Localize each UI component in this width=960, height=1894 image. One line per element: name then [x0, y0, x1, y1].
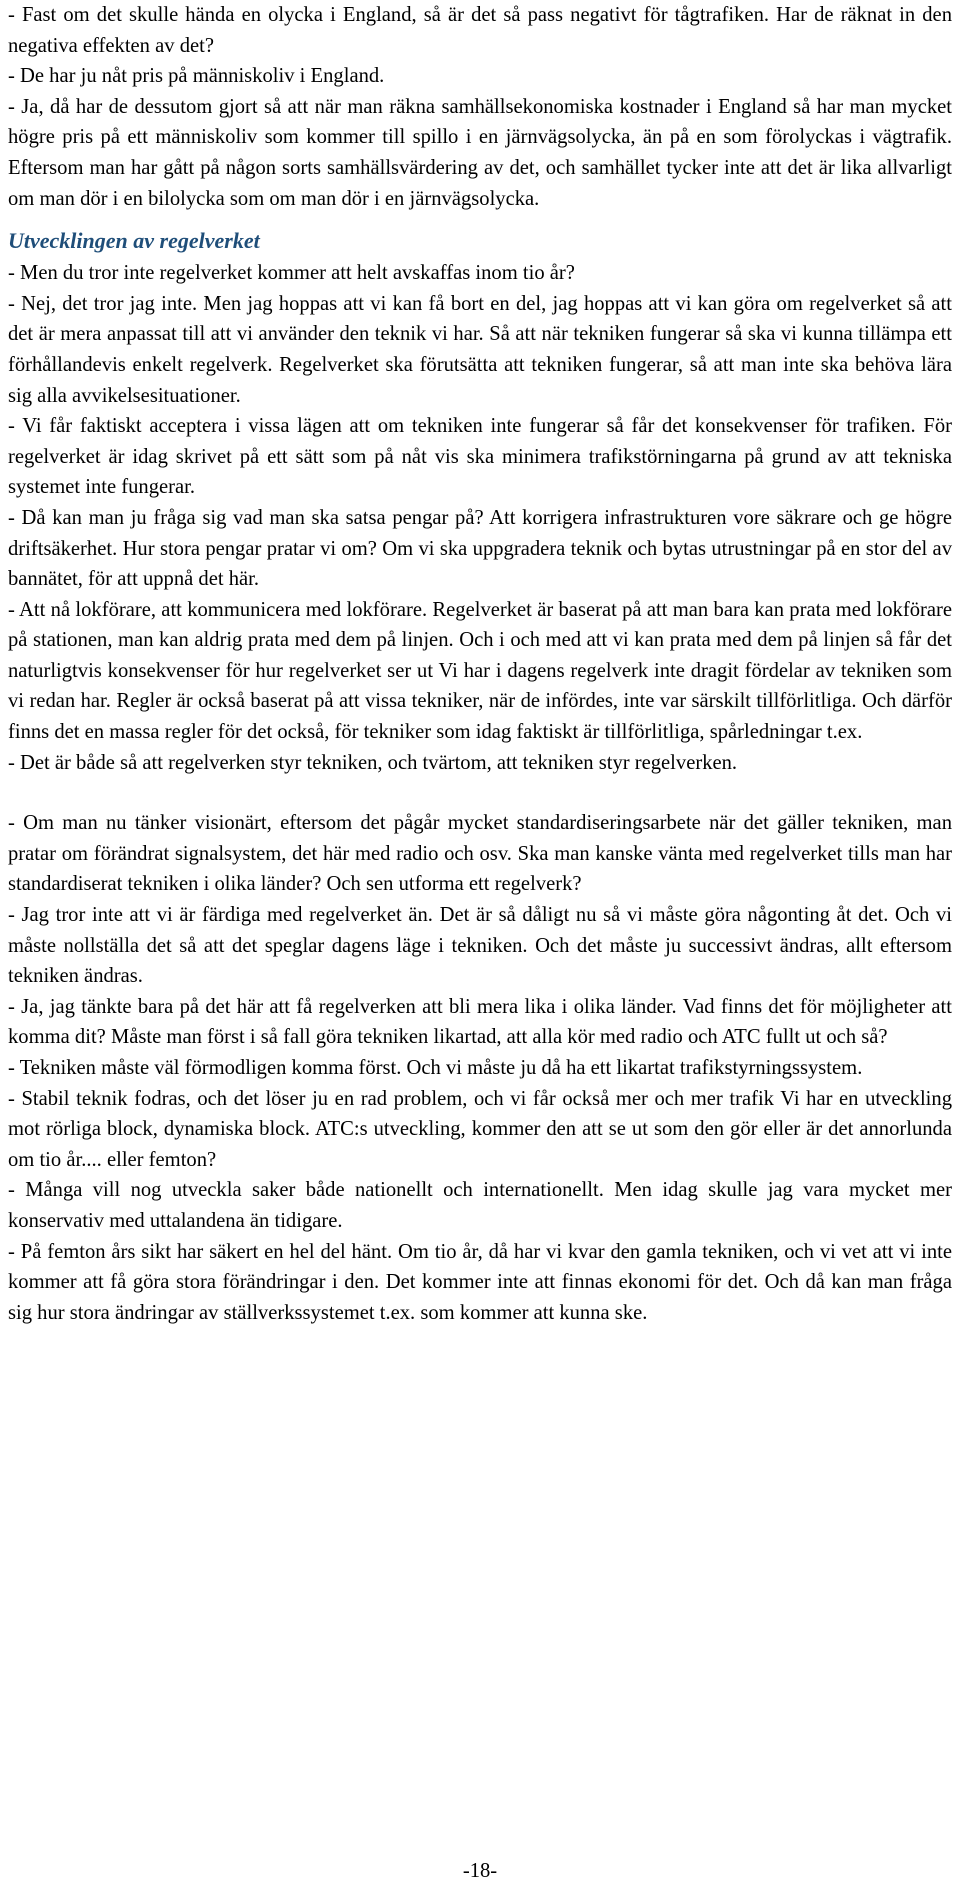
body-paragraph: - De har ju nåt pris på människoliv i England.	[8, 65, 385, 88]
body-paragraph: - Många vill nog utveckla saker både nationellt och internationellt. Men idag skulle jag vara mycket mer konservativ med uttalandena än tidigare.	[8, 1179, 952, 1232]
page-number: -18-	[462, 1860, 498, 1882]
paragraph-spacer	[8, 778, 952, 808]
document-page	[8, 0, 952, 1328]
body-paragraph: - Då kan man ju fråga sig vad man ska satsa pengar på? Att korrigera infrastrukturen vore säkrare och ge högre driftsäkerhet. Hur stora pengar pratar vi om? Om vi ska uppgradera teknik och bytas utrustningar på en stor del av bannätet, för att uppnå det här.	[8, 506, 952, 591]
body-paragraph: - Stabil teknik fodras, och det löser ju en rad problem, och vi får också mer och mer trafik Vi har en utveckling mot rörliga block, dynamiska block. ATC:s utveckling, kommer den att se ut som den gör eller är det annorlunda om tio år.... eller femton?	[8, 1087, 952, 1171]
body-paragraph: - På femton års sikt har säkert en hel del hänt. Om tio år, då har vi kvar den gamla tekniken, och vi vet att vi inte kommer att få göra stora förändringar i den. Det kommer inte att finnas ekonomi för det. Och då kan man fråga sig hur stora ändringar av ställverkssystemet t.ex. som kommer att kunna ske.	[8, 1240, 952, 1324]
body-paragraph: - Ja, jag tänkte bara på det här att få regelverken att bli mera lika i olika länder. Vad finns det för möjligheter att komma dit? Måste man först i så fall göra tekniken likartad, att alla kör med radio och ATC fullt ut och så?	[8, 995, 952, 1049]
body-paragraph: - Det är både så att regelverken styr tekniken, och tvärtom, att tekniken styr regelverken.	[8, 751, 738, 774]
body-paragraph: - Nej, det tror jag inte. Men jag hoppas att vi kan få bort en del, jag hoppas att vi kan göra om regelverket så att det är mera anpassat till att vi använder den teknik vi har. Så att när tekniken fungerar så ska vi kunna tillämpa ett förhållandevis enkelt regelverk. Regelverket ska förutsätta att tekniken fungerar, så att man inte ska behöva lära sig alla avvikelsesituationer.	[8, 292, 952, 407]
body-paragraph: - Tekniken måste väl förmodligen komma först. Och vi måste ju då ha ett likartat trafikstyrningssystem.	[8, 1057, 863, 1079]
body-paragraph: - Om man nu tänker visionärt, eftersom det pågår mycket standardiseringsarbete när det gäller tekniken, man pratar om förändrat signalsystem, det här med radio och osv. Ska man kanske vänta med regelverket tills man har standardiserat tekniken i olika länder? Och sen utforma ett regelverk?	[8, 812, 952, 896]
body-paragraph: - Vi får faktiskt acceptera i vissa lägen att om tekniken inte fungerar så får det konsekvenser för trafiken. För regelverket är idag skrivet på ett sätt som på nåt vis ska minimera trafikstörningarna på grund av att tekniska systemet inte fungerar.	[8, 415, 952, 499]
body-paragraph: - Ja, då har de dessutom gjort så att när man räkna samhällsekonomiska kostnader i England så har man mycket högre pris på ett människoliv som kommer till spillo i en järnvägsolycka, än på en som förolyckas i vägtrafik. Eftersom man har gått på någon sorts samhällsvärdering av det, och samhället tycker inte att det är lika allvarligt om man dör i en bilolycka som om man dör i en järnvägsolycka.	[8, 95, 952, 210]
section-heading: Utvecklingen av regelverket	[8, 228, 260, 254]
body-paragraph: - Att nå lokförare, att kommunicera med lokförare. Regelverket är baserat på att man bara kan prata med lokförare på stationen, man kan aldrig prata med dem på linjen. Och i och med att vi kan prata med dem på linjen så får det naturligtvis konsekvenser för hur regelverket ser ut Vi har i dagens regelverk inte dragit fördelar av tekniken som vi redan har. Regler är också baserat på att vissa tekniker, när de infördes, inte var särskilt tillförlitliga. Och därför finns det en massa regler för det också, för tekniker som idag faktiskt är tillförlitliga, spårledningar t.ex.	[8, 598, 952, 744]
body-paragraph: - Men du tror inte regelverket kommer att helt avskaffas inom tio år?	[8, 262, 575, 285]
body-paragraph: - Fast om det skulle hända en olycka i England, så är det så pass negativt för tågtrafiken. Har de räknat in den negativa effekten av det?	[8, 4, 952, 57]
body-paragraph: - Jag tror inte att vi är färdiga med regelverket än. Det är så dåligt nu så vi måste göra någonting åt det. Och vi måste nollställa det så att det speglar dagens läge i tekniken. Och det måste ju successivt ändras, allt eftersom tekniken ändras.	[8, 904, 952, 988]
